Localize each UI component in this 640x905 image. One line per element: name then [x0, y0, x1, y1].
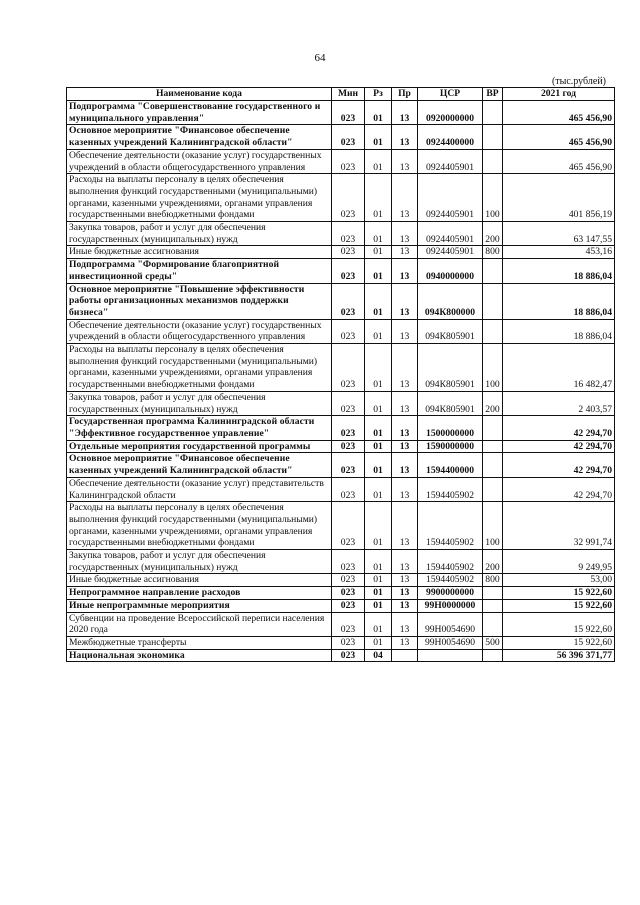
cell-sum: 465 456,90: [503, 101, 615, 125]
cell-sum: 15 922,60: [503, 599, 615, 612]
cell-csr: 99Н0054690: [418, 612, 483, 636]
table-row: [67, 587, 615, 600]
cell-csr: 0924405901: [418, 222, 483, 246]
table-row: [67, 101, 615, 125]
cell-csr: 094К805901: [418, 344, 483, 392]
cell-pr: 13: [392, 502, 418, 550]
cell-name: Иные бюджетные ассигнования: [67, 574, 332, 587]
table-row: [67, 550, 615, 574]
header-rz: Рз: [365, 88, 392, 101]
cell-name: Национальная экономика: [67, 649, 332, 662]
cell-name: Расходы на выплаты персоналу в целях обеспечения выполнения функций государственными (муниципальными) органами, казенными учреждениями, органами управления государственными внебюджетными фондами: [67, 344, 332, 392]
cell-vr: 800: [483, 574, 503, 587]
table-row: [67, 599, 615, 612]
cell-pr: 13: [392, 391, 418, 415]
cell-pr: 13: [392, 246, 418, 259]
cell-rz: 01: [365, 612, 392, 636]
cell-rz: 01: [365, 636, 392, 649]
cell-vr: [483, 599, 503, 612]
table-row: [67, 416, 615, 440]
cell-name: Обеспечение деятельности (оказание услуг) государственных учреждений в области общегосударственного управления: [67, 319, 332, 343]
cell-pr: 13: [392, 636, 418, 649]
cell-vr: 200: [483, 550, 503, 574]
cell-vr: [483, 477, 503, 501]
cell-rz: 04: [365, 649, 392, 662]
cell-csr: 0940000000: [418, 259, 483, 283]
cell-name: Межбюджетные трансферты: [67, 636, 332, 649]
cell-csr: 094К805901: [418, 391, 483, 415]
cell-name: Обеспечение деятельности (оказание услуг) представительств Калининградской области: [67, 477, 332, 501]
cell-vr: 200: [483, 222, 503, 246]
cell-name: Расходы на выплаты персоналу в целях обеспечения выполнения функций государственными (муниципальными) органами, казенными учреждениями, органами управления государственными внебюджетными фондами: [67, 174, 332, 222]
header-pr: Пр: [392, 88, 418, 101]
cell-vr: [483, 649, 503, 662]
cell-csr: 1590000000: [418, 440, 483, 453]
cell-min: 023: [332, 174, 365, 222]
cell-vr: [483, 259, 503, 283]
cell-rz: 01: [365, 502, 392, 550]
cell-pr: 13: [392, 174, 418, 222]
cell-vr: 100: [483, 344, 503, 392]
cell-min: 023: [332, 416, 365, 440]
cell-csr: 1500000000: [418, 416, 483, 440]
cell-pr: 13: [392, 477, 418, 501]
cell-csr: 0924400000: [418, 125, 483, 149]
cell-sum: 2 403,57: [503, 391, 615, 415]
table-row: [67, 636, 615, 649]
cell-pr: 13: [392, 440, 418, 453]
cell-name: Закупка товаров, работ и услуг для обеспечения государственных (муниципальных) нужд: [67, 222, 332, 246]
cell-pr: 13: [392, 149, 418, 173]
cell-min: 023: [332, 477, 365, 501]
cell-vr: [483, 283, 503, 319]
header-name: Наименование кода: [67, 88, 332, 101]
cell-min: 023: [332, 502, 365, 550]
table-row: [67, 149, 615, 173]
cell-min: 023: [332, 283, 365, 319]
cell-csr: 1594405902: [418, 550, 483, 574]
cell-name: Закупка товаров, работ и услуг для обеспечения государственных (муниципальных) нужд: [67, 550, 332, 574]
table-row: [67, 440, 615, 453]
cell-min: 023: [332, 319, 365, 343]
cell-sum: 16 482,47: [503, 344, 615, 392]
table-row: [67, 453, 615, 477]
cell-name: Основное мероприятие "Финансовое обеспечение казенных учреждений Калининградской области": [67, 125, 332, 149]
cell-min: 023: [332, 599, 365, 612]
cell-rz: 01: [365, 416, 392, 440]
cell-min: 023: [332, 259, 365, 283]
cell-sum: 56 396 371,77: [503, 649, 615, 662]
cell-csr: 1594405902: [418, 574, 483, 587]
cell-min: 023: [332, 101, 365, 125]
table-row: [67, 246, 615, 259]
cell-csr: 0924405901: [418, 149, 483, 173]
cell-min: 023: [332, 636, 365, 649]
cell-sum: 42 294,70: [503, 477, 615, 501]
cell-rz: 01: [365, 453, 392, 477]
table-row: [67, 283, 615, 319]
cell-pr: 13: [392, 125, 418, 149]
cell-rz: 01: [365, 587, 392, 600]
cell-sum: 42 294,70: [503, 453, 615, 477]
budget-table: [66, 87, 615, 662]
table-row: [67, 649, 615, 662]
cell-sum: 42 294,70: [503, 416, 615, 440]
cell-min: 023: [332, 649, 365, 662]
cell-min: 023: [332, 612, 365, 636]
header-row: [67, 88, 615, 101]
page-number: 64: [314, 52, 326, 64]
cell-rz: 01: [365, 344, 392, 392]
cell-min: 023: [332, 149, 365, 173]
cell-csr: 094К800000: [418, 283, 483, 319]
cell-rz: 01: [365, 222, 392, 246]
cell-min: 023: [332, 550, 365, 574]
cell-vr: [483, 125, 503, 149]
cell-csr: 99Н0000000: [418, 599, 483, 612]
cell-pr: 13: [392, 587, 418, 600]
cell-rz: 01: [365, 574, 392, 587]
units-label: (тыс.рублей): [551, 76, 606, 87]
cell-rz: 01: [365, 283, 392, 319]
cell-pr: 13: [392, 599, 418, 612]
cell-name: Подпрограмма "Совершенствование государственного и муниципального управления": [67, 101, 332, 125]
cell-sum: 63 147,55: [503, 222, 615, 246]
cell-rz: 01: [365, 599, 392, 612]
cell-min: 023: [332, 125, 365, 149]
cell-sum: 465 456,90: [503, 125, 615, 149]
cell-vr: 200: [483, 391, 503, 415]
cell-sum: 18 886,04: [503, 319, 615, 343]
header-sum: 2021 год: [503, 88, 615, 101]
cell-pr: 13: [392, 319, 418, 343]
cell-vr: [483, 587, 503, 600]
cell-csr: 99Н0054690: [418, 636, 483, 649]
cell-sum: 42 294,70: [503, 440, 615, 453]
cell-sum: 32 991,74: [503, 502, 615, 550]
cell-sum: 9 249,95: [503, 550, 615, 574]
cell-pr: 13: [392, 259, 418, 283]
cell-name: Государственная программа Калининградской области "Эффективное государственное управление": [67, 416, 332, 440]
cell-csr: 1594400000: [418, 453, 483, 477]
table-row: [67, 259, 615, 283]
cell-sum: 465 456,90: [503, 149, 615, 173]
cell-csr: [418, 649, 483, 662]
cell-pr: 13: [392, 283, 418, 319]
cell-csr: 1594405902: [418, 502, 483, 550]
cell-rz: 01: [365, 125, 392, 149]
cell-name: Расходы на выплаты персоналу в целях обеспечения выполнения функций государственными (муниципальными) органами, казенными учреждениями, органами управления государственными внебюджетными фондами: [67, 502, 332, 550]
cell-vr: [483, 612, 503, 636]
cell-rz: 01: [365, 149, 392, 173]
table-row: [67, 391, 615, 415]
cell-name: Основное мероприятие "Повышение эффективности работы организационных механизмов поддержки бизнеса": [67, 283, 332, 319]
cell-sum: 453,16: [503, 246, 615, 259]
cell-vr: [483, 416, 503, 440]
table-row: [67, 344, 615, 392]
table-row: [67, 222, 615, 246]
cell-pr: 13: [392, 453, 418, 477]
cell-min: 023: [332, 440, 365, 453]
table-row: [67, 574, 615, 587]
cell-csr: 0924405901: [418, 174, 483, 222]
cell-vr: 500: [483, 636, 503, 649]
cell-rz: 01: [365, 174, 392, 222]
cell-pr: 13: [392, 574, 418, 587]
cell-sum: 53,00: [503, 574, 615, 587]
cell-pr: 13: [392, 550, 418, 574]
cell-name: Отдельные мероприятия государственной программы: [67, 440, 332, 453]
cell-name: Иные бюджетные ассигнования: [67, 246, 332, 259]
cell-vr: 800: [483, 246, 503, 259]
cell-csr: 9900000000: [418, 587, 483, 600]
cell-name: Закупка товаров, работ и услуг для обеспечения государственных (муниципальных) нужд: [67, 391, 332, 415]
header-vr: ВР: [483, 88, 503, 101]
cell-vr: 100: [483, 502, 503, 550]
cell-name: Субвенции на проведение Всероссийской переписи населения 2020 года: [67, 612, 332, 636]
cell-rz: 01: [365, 440, 392, 453]
cell-csr: 094К805901: [418, 319, 483, 343]
cell-csr: 1594405902: [418, 477, 483, 501]
cell-rz: 01: [365, 246, 392, 259]
cell-min: 023: [332, 391, 365, 415]
cell-csr: 0920000000: [418, 101, 483, 125]
cell-min: 023: [332, 574, 365, 587]
cell-min: 023: [332, 453, 365, 477]
header-min: Мин: [332, 88, 365, 101]
cell-pr: 13: [392, 612, 418, 636]
table-row: [67, 477, 615, 501]
cell-sum: 401 856,19: [503, 174, 615, 222]
cell-vr: [483, 101, 503, 125]
table-row: [67, 125, 615, 149]
cell-rz: 01: [365, 477, 392, 501]
cell-rz: 01: [365, 259, 392, 283]
table-row: [67, 612, 615, 636]
cell-name: Иные непрограммные мероприятия: [67, 599, 332, 612]
header-csr: ЦСР: [418, 88, 483, 101]
cell-name: Подпрограмма "Формирование благоприятной инвестиционной среды": [67, 259, 332, 283]
cell-min: 023: [332, 344, 365, 392]
cell-pr: 13: [392, 222, 418, 246]
cell-rz: 01: [365, 550, 392, 574]
cell-vr: 100: [483, 174, 503, 222]
cell-vr: [483, 440, 503, 453]
cell-sum: 15 922,60: [503, 587, 615, 600]
cell-pr: [392, 649, 418, 662]
cell-pr: 13: [392, 344, 418, 392]
cell-rz: 01: [365, 391, 392, 415]
cell-rz: 01: [365, 101, 392, 125]
table-row: [67, 319, 615, 343]
cell-sum: 18 886,04: [503, 283, 615, 319]
cell-rz: 01: [365, 319, 392, 343]
cell-pr: 13: [392, 416, 418, 440]
cell-sum: 15 922,60: [503, 636, 615, 649]
cell-vr: [483, 319, 503, 343]
table-row: [67, 174, 615, 222]
table-row: [67, 502, 615, 550]
cell-sum: 15 922,60: [503, 612, 615, 636]
cell-name: Обеспечение деятельности (оказание услуг) государственных учреждений в области общегосударственного управления: [67, 149, 332, 173]
cell-pr: 13: [392, 101, 418, 125]
cell-min: 023: [332, 222, 365, 246]
cell-name: Непрограммное направление расходов: [67, 587, 332, 600]
cell-vr: [483, 453, 503, 477]
cell-sum: 18 886,04: [503, 259, 615, 283]
cell-name: Основное мероприятие "Финансовое обеспечение казенных учреждений Калининградской области": [67, 453, 332, 477]
cell-vr: [483, 149, 503, 173]
cell-min: 023: [332, 587, 365, 600]
cell-csr: 0924405901: [418, 246, 483, 259]
cell-min: 023: [332, 246, 365, 259]
